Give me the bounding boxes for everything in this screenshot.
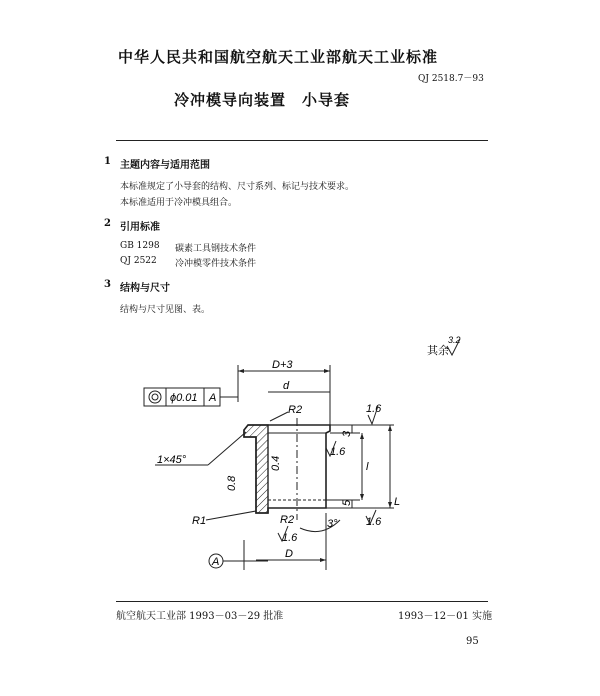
datum-letter: A bbox=[212, 556, 220, 568]
dim-D: D bbox=[285, 548, 293, 560]
dim-3: 3 bbox=[341, 430, 353, 437]
concentricity-icon bbox=[152, 394, 158, 400]
approval-line: 航空航天工业部 1993－03－29 批准 bbox=[116, 611, 284, 622]
standard-code: QJ 2518.7－93 bbox=[418, 74, 484, 84]
roughness-16-c: 1.6 bbox=[366, 516, 382, 528]
section-1-number: 1 bbox=[104, 156, 111, 167]
radius-r1: R1 bbox=[192, 515, 207, 527]
leader-line bbox=[206, 511, 256, 520]
radius-r2-top: R2 bbox=[288, 404, 303, 416]
section-3-number: 3 bbox=[104, 279, 111, 290]
roughness-08: 0.8 bbox=[226, 475, 238, 491]
reference-name: 碳素工具钢技术条件 bbox=[175, 244, 257, 254]
section-hatch bbox=[244, 425, 268, 513]
section-2-number: 2 bbox=[104, 218, 111, 229]
dim-l-big: L bbox=[394, 496, 401, 508]
roughness-16-a: 1.6 bbox=[366, 403, 382, 415]
section-3-title: 结构与尺寸 bbox=[120, 283, 170, 294]
reference-name: 冷冲模零件技术条件 bbox=[175, 259, 257, 269]
leader-line bbox=[270, 412, 288, 421]
section-1-paragraph: 本标准适用于冷冲模具组合。 bbox=[120, 198, 238, 208]
tolerance-value: ϕ0.01 bbox=[170, 392, 198, 404]
section-3-paragraph: 结构与尺寸见图、表。 bbox=[120, 305, 211, 315]
dim-l-small: l bbox=[366, 461, 369, 473]
roughness-16-b: 1.6 bbox=[330, 446, 346, 458]
angle-label: 3° bbox=[327, 518, 338, 530]
section-1-title: 主题内容与适用范围 bbox=[120, 160, 210, 171]
footer-rule bbox=[116, 601, 488, 602]
dim-5: 5 bbox=[341, 499, 353, 506]
page-number: 95 bbox=[466, 636, 479, 647]
section-2-title: 引用标准 bbox=[120, 222, 160, 233]
reference-code: QJ 2522 bbox=[120, 256, 157, 266]
document-title: 冷冲模导向装置 小导套 bbox=[174, 91, 351, 109]
concentricity-icon bbox=[149, 391, 161, 403]
radius-r2-bottom: R2 bbox=[280, 514, 295, 526]
roughness-other-value: 3.2 bbox=[448, 335, 461, 345]
effective-line: 1993－12－01 实施 bbox=[398, 611, 493, 622]
standard-org-title: 中华人民共和国航空航天工业部航天工业标准 bbox=[118, 48, 439, 66]
tolerance-datum: A bbox=[209, 392, 217, 404]
leader-line bbox=[208, 432, 246, 465]
reference-code: GB 1298 bbox=[120, 241, 160, 251]
chamfer-label: 1×45° bbox=[157, 454, 187, 466]
arrow-icon bbox=[320, 558, 326, 562]
roughness-04: 0.4 bbox=[270, 455, 282, 471]
roughness-16-d: 1.6 bbox=[282, 532, 298, 544]
section-1-paragraph: 本标准规定了小导套的结构、尺寸系列、标记与技术要求。 bbox=[120, 182, 355, 192]
dim-d-small: d bbox=[283, 380, 290, 392]
roughness-other-label: 其余 bbox=[427, 344, 449, 357]
dim-d-plus-3: D+3 bbox=[272, 359, 293, 371]
